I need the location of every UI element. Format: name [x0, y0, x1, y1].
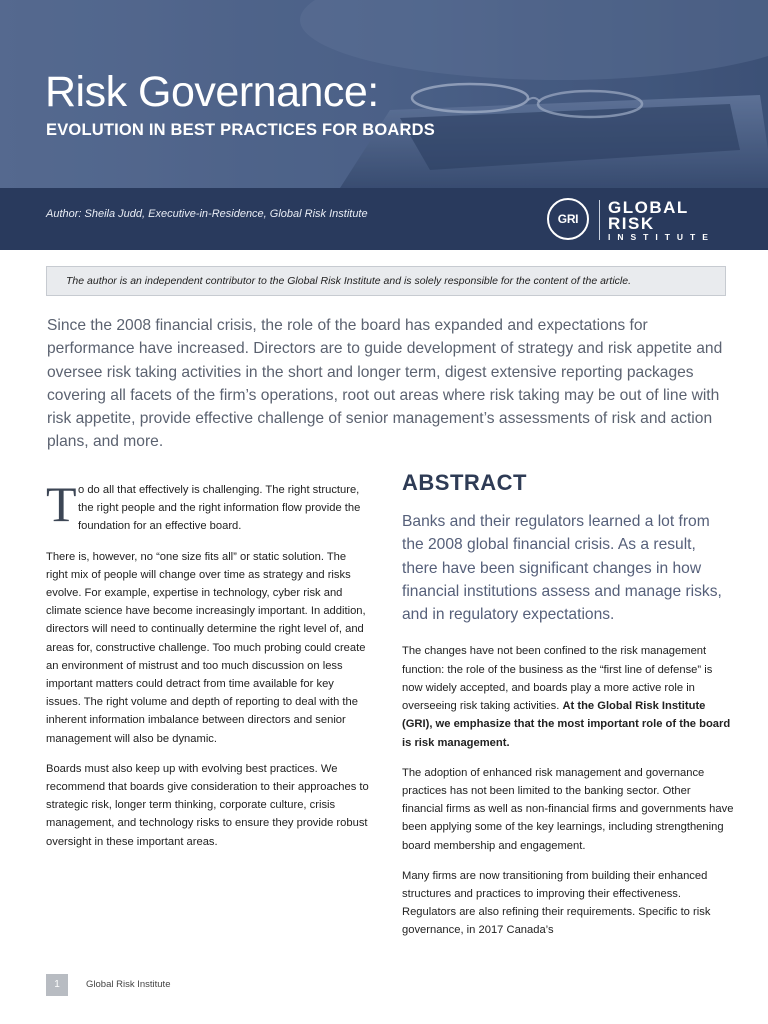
body-paragraph: Boards must also keep up with evolving best practices. We recommend that boards give consideration to their approaches to strategic risk, longer term thinking, corporate culture, crisis management, and technology risks to ensure they provide robust oversight in these important areas.: [46, 762, 369, 848]
gri-logo-mark: GRI: [547, 198, 589, 240]
gri-logo: [547, 198, 727, 242]
abstract-heading: ABSTRACT: [402, 470, 527, 495]
logo-text-risk: RISK: [608, 214, 655, 233]
logo-divider: [599, 200, 600, 240]
disclaimer-notice: The author is an independent contributor to the Global Risk Institute and is solely responsible for the content of the article.: [46, 266, 726, 296]
footer-label: Global Risk Institute: [86, 979, 171, 990]
right-column: [402, 470, 734, 952]
opening-paragraph: [46, 476, 370, 536]
paragraph-text: The changes have not been confined to the risk management function: the role of the business as the “first line of defense” is now widely accepted, and boards play a more active role in overseeing risk taking activities.: [402, 645, 713, 713]
intro-paragraph: Since the 2008 financial crisis, the role of the board has expanded and expectations for performance have increased. Directors are to guide development of strategy and risk appetite and oversee risk taking activities in the short and longer term, digest extensive reporting packages covering all facets of the firm’s operations, root out areas where risk taking may be out of line with risk appetite, provide effective challenge of senior management’s assessments of risk and action plans, and more.: [47, 317, 723, 451]
page-number: 1: [46, 974, 68, 996]
header-banner: [0, 0, 768, 250]
page-subtitle: EVOLUTION IN BEST PRACTICES FOR BOARDS: [46, 121, 435, 139]
logo-text-institute: INSTITUTE: [608, 232, 715, 242]
body-paragraph: There is, however, no “one size fits all” or static solution. The right mix of people will change over time as strategy and risks evolve. For example, expertise in technology, cyber risk and climate science have become increasingly important. In addition, directors will need to continually determine the right level of, and areas for, constructive challenge. Too much probing could create an environment of mistrust and too much discussion on less important matters could detract from time available for key issues. The right volume and depth of reporting to deal with the inherent information imbalance between directors and senior management will also be dynamic.: [46, 550, 366, 745]
body-paragraph: Many firms are now transitioning from building their enhanced structures and practices to improving their effectiveness. Regulators are also refining their requirements. Specific to risk governance, in 2017 Canada’s: [402, 869, 711, 937]
opening-paragraph-text: o do all that effectively is challenging. The right structure, the right people and the right information flow provide the foundation for an effective board.: [78, 484, 361, 533]
abstract-lead: Banks and their regulators learned a lot from the 2008 global financial crisis. As a result, there have been significant changes in how financial institutions assess and manage risks, and in regulatory expectations.: [402, 513, 722, 624]
author-bar: [0, 188, 768, 250]
page-title: Risk Governance:: [45, 68, 379, 116]
body-paragraph: [402, 642, 734, 751]
logo-text-global: GLOBAL: [608, 198, 689, 217]
author-line: Author: Sheila Judd, Executive-in-Residence, Global Risk Institute: [46, 208, 368, 220]
emphasis-text: At the Global Risk Institute (GRI), we emphasize that the most important role of the board is risk management.: [402, 700, 731, 749]
drop-cap: T: [46, 476, 77, 532]
left-column: [46, 476, 370, 863]
body-paragraph: The adoption of enhanced risk management and governance practices has not been limited to the banking sector. Other financial firms as well as non-financial firms and governments have been applying some of the key learnings, including strengthening board membership and engagement.: [402, 766, 734, 852]
